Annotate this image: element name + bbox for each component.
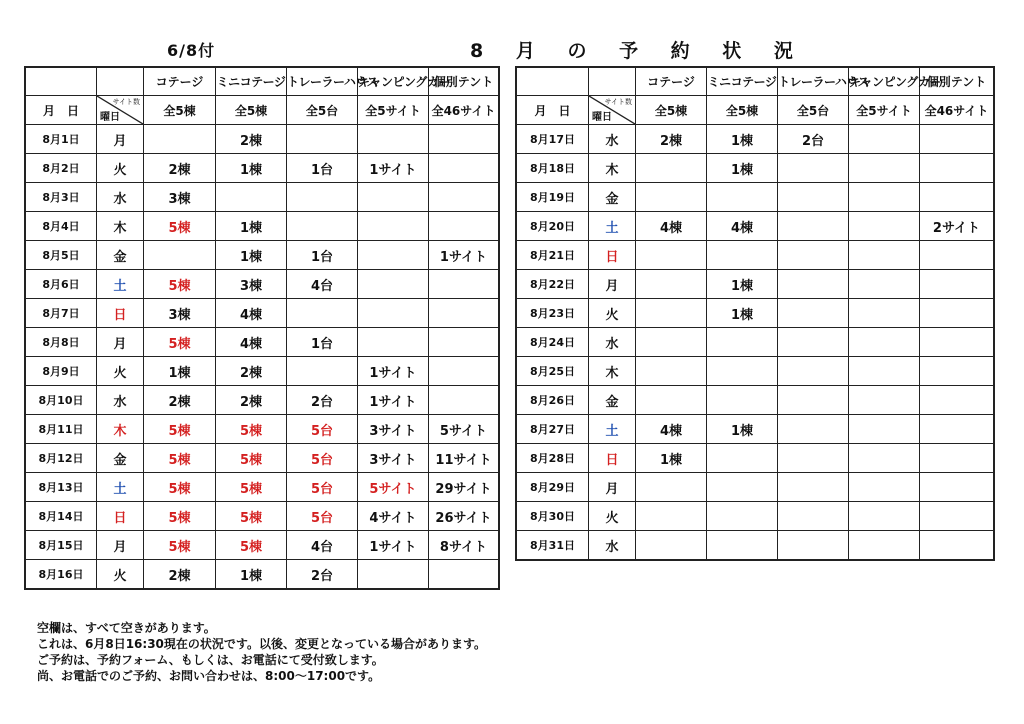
reservation-cell	[707, 241, 778, 270]
reservation-cell: 1棟	[216, 154, 287, 183]
date-cell: 8月7日	[26, 299, 97, 328]
reservation-cell	[849, 299, 920, 328]
reservation-cell	[849, 125, 920, 154]
reservation-cell	[920, 125, 994, 154]
reservation-cell	[287, 212, 358, 241]
reservation-cell: 5棟	[144, 415, 216, 444]
reservation-cell	[358, 212, 429, 241]
reservation-cell	[920, 531, 994, 560]
table-row	[517, 183, 994, 212]
column-header-2: ミニコテージ	[707, 68, 778, 96]
reservation-cell: 3サイト	[358, 415, 429, 444]
column-header-3: トレーラーハウス	[287, 68, 358, 96]
table-row	[26, 444, 499, 473]
reservation-cell	[920, 444, 994, 473]
corner-cell	[589, 96, 636, 125]
weekday-cell: 金	[589, 183, 636, 212]
table-row	[517, 357, 994, 386]
reservation-cell	[920, 241, 994, 270]
reservation-cell: 1サイト	[429, 241, 499, 270]
weekday-cell: 水	[589, 531, 636, 560]
date-cell: 8月5日	[26, 241, 97, 270]
reservation-cell	[849, 328, 920, 357]
reservation-cell: 4台	[287, 531, 358, 560]
reservation-cell: 4棟	[216, 299, 287, 328]
weekday-cell: 月	[97, 531, 144, 560]
reservation-cell: 5棟	[144, 212, 216, 241]
reservation-cell: 5棟	[216, 531, 287, 560]
date-cell: 8月15日	[26, 531, 97, 560]
header-totals-row	[517, 96, 994, 125]
reservation-cell: 1台	[287, 154, 358, 183]
reservation-cell	[287, 357, 358, 386]
reservation-cell	[778, 531, 849, 560]
reservation-cell	[429, 270, 499, 299]
table-row	[517, 125, 994, 154]
date-column-header: 月 日	[26, 96, 97, 125]
date-cell: 8月9日	[26, 357, 97, 386]
reservation-cell	[778, 386, 849, 415]
weekday-cell: 火	[97, 154, 144, 183]
table-row	[26, 531, 499, 560]
date-cell: 8月31日	[517, 531, 589, 560]
reservation-cell	[636, 270, 707, 299]
header-blank-cell	[589, 68, 636, 96]
reservation-cell	[849, 502, 920, 531]
note-line: 尚、お電話でのご予約、お問い合わせは、8:00～17:00です。	[37, 669, 381, 683]
reservation-cell	[849, 357, 920, 386]
reservation-cell	[707, 473, 778, 502]
header-blank-cell	[26, 68, 97, 96]
reservation-cell: 5棟	[144, 531, 216, 560]
reservation-cell: 3棟	[144, 299, 216, 328]
corner-top-label: サイト数	[604, 98, 632, 106]
reservation-cell	[429, 154, 499, 183]
reservation-cell	[636, 299, 707, 328]
table-row	[26, 183, 499, 212]
column-total-2: 全5棟	[216, 96, 287, 125]
reservation-cell	[636, 328, 707, 357]
date-cell: 8月17日	[517, 125, 589, 154]
reservation-cell	[778, 299, 849, 328]
weekday-cell: 火	[97, 357, 144, 386]
date-cell: 8月2日	[26, 154, 97, 183]
table-row	[517, 212, 994, 241]
reservation-cell	[920, 154, 994, 183]
date-cell: 8月16日	[26, 560, 97, 589]
date-cell: 8月11日	[26, 415, 97, 444]
reservation-cell	[429, 386, 499, 415]
column-header-3: トレーラーハウス	[778, 68, 849, 96]
weekday-cell: 木	[97, 415, 144, 444]
date-cell: 8月30日	[517, 502, 589, 531]
reservation-cell: 26サイト	[429, 502, 499, 531]
reservation-cell	[707, 357, 778, 386]
reservation-cell: 1サイト	[358, 531, 429, 560]
reservation-cell	[636, 473, 707, 502]
reservation-cell	[358, 560, 429, 589]
reservation-table-right	[516, 67, 994, 560]
table-row	[26, 357, 499, 386]
reservation-cell	[778, 502, 849, 531]
weekday-cell: 火	[589, 502, 636, 531]
table-row	[517, 328, 994, 357]
reservation-cell	[849, 212, 920, 241]
weekday-cell: 日	[97, 502, 144, 531]
reservation-cell: 1棟	[707, 154, 778, 183]
table-row	[517, 386, 994, 415]
note-line: 空欄は、すべて空きがあります。	[37, 621, 216, 635]
reservation-cell	[707, 531, 778, 560]
weekday-cell: 日	[589, 241, 636, 270]
reservation-cell: 1台	[287, 328, 358, 357]
weekday-cell: 火	[97, 560, 144, 589]
reservation-cell: 1サイト	[358, 154, 429, 183]
reservation-cell	[636, 357, 707, 386]
reservation-cell: 2棟	[216, 386, 287, 415]
date-cell: 8月12日	[26, 444, 97, 473]
reservation-cell: 4棟	[636, 415, 707, 444]
date-cell: 8月18日	[517, 154, 589, 183]
column-total-3: 全5台	[778, 96, 849, 125]
reservation-cell: 3棟	[144, 183, 216, 212]
date-cell: 8月13日	[26, 473, 97, 502]
reservation-cell: 2台	[778, 125, 849, 154]
reservation-cell: 5棟	[144, 270, 216, 299]
reservation-cell: 2台	[287, 386, 358, 415]
date-cell: 8月20日	[517, 212, 589, 241]
reservation-cell	[778, 212, 849, 241]
weekday-cell: 月	[97, 125, 144, 154]
reservation-cell	[707, 444, 778, 473]
reservation-cell: 11サイト	[429, 444, 499, 473]
reservation-cell	[216, 183, 287, 212]
reservation-cell	[358, 125, 429, 154]
reservation-cell	[920, 183, 994, 212]
column-total-1: 全5棟	[636, 96, 707, 125]
reservation-cell: 1棟	[707, 125, 778, 154]
reservation-cell	[849, 531, 920, 560]
reservation-cell	[707, 183, 778, 212]
table-row	[517, 299, 994, 328]
reservation-cell	[358, 299, 429, 328]
corner-cell	[97, 96, 144, 125]
reservation-cell	[920, 299, 994, 328]
column-total-4: 全5サイト	[849, 96, 920, 125]
reservation-cell	[778, 444, 849, 473]
reservation-cell	[144, 125, 216, 154]
reservation-cell: 5台	[287, 502, 358, 531]
weekday-cell: 水	[589, 125, 636, 154]
reservation-cell: 4棟	[216, 328, 287, 357]
reservation-cell	[849, 241, 920, 270]
reservation-cell: 5棟	[216, 444, 287, 473]
date-cell: 8月8日	[26, 328, 97, 357]
corner-bottom-label: 曜日	[100, 112, 120, 123]
reservation-cell: 5棟	[144, 328, 216, 357]
table-row	[517, 241, 994, 270]
weekday-cell: 金	[97, 241, 144, 270]
date-cell: 8月21日	[517, 241, 589, 270]
table-row	[26, 473, 499, 502]
reservation-cell	[429, 125, 499, 154]
reservation-cell: 29サイト	[429, 473, 499, 502]
weekday-cell: 水	[589, 328, 636, 357]
reservation-cell	[636, 241, 707, 270]
reservation-cell: 5棟	[216, 415, 287, 444]
column-header-4: キャンピングカー	[358, 68, 429, 96]
reservation-cell: 5棟	[144, 444, 216, 473]
reservation-cell: 5サイト	[358, 473, 429, 502]
table-row	[517, 531, 994, 560]
reservation-cell	[849, 183, 920, 212]
header-row	[26, 68, 499, 96]
date-cell: 8月25日	[517, 357, 589, 386]
table-row	[26, 270, 499, 299]
date-cell: 8月23日	[517, 299, 589, 328]
notes	[37, 620, 486, 684]
reservation-cell	[778, 183, 849, 212]
reservation-cell	[358, 270, 429, 299]
reservation-cell	[849, 386, 920, 415]
column-total-3: 全5台	[287, 96, 358, 125]
reservation-cell: 5棟	[144, 502, 216, 531]
reservation-cell: 1棟	[144, 357, 216, 386]
reservation-cell	[707, 386, 778, 415]
table-row	[517, 415, 994, 444]
reservation-cell: 1棟	[707, 299, 778, 328]
reservation-cell	[287, 299, 358, 328]
date-cell: 8月4日	[26, 212, 97, 241]
reservation-cell	[920, 473, 994, 502]
reservation-cell	[707, 328, 778, 357]
page-title: 8 月 の 予 約 状 況	[470, 40, 806, 62]
weekday-cell: 木	[589, 357, 636, 386]
reservation-cell	[358, 328, 429, 357]
reservation-cell: 1棟	[707, 415, 778, 444]
table-row	[26, 328, 499, 357]
reservation-cell: 5台	[287, 444, 358, 473]
weekday-cell: 金	[97, 444, 144, 473]
reservation-cell: 4棟	[636, 212, 707, 241]
reservation-cell: 2台	[287, 560, 358, 589]
weekday-cell: 火	[589, 299, 636, 328]
weekday-cell: 日	[97, 299, 144, 328]
reservation-cell: 1棟	[636, 444, 707, 473]
column-header-4: キャンピングカー	[849, 68, 920, 96]
weekday-cell: 土	[589, 415, 636, 444]
table-row	[517, 444, 994, 473]
reservation-cell: 2棟	[144, 154, 216, 183]
column-header-5: 個別テント	[920, 68, 994, 96]
reservation-cell	[849, 444, 920, 473]
as-of-date: 6/8付	[167, 41, 216, 60]
reservation-cell	[287, 125, 358, 154]
reservation-cell: 1サイト	[358, 357, 429, 386]
corner-bottom-label: 曜日	[592, 112, 612, 123]
reservation-cell: 2棟	[636, 125, 707, 154]
reservation-cell	[778, 415, 849, 444]
note-line: ご予約は、予約フォーム、もしくは、お電話にて受付致します。	[37, 653, 384, 667]
column-total-1: 全5棟	[144, 96, 216, 125]
reservation-cell	[920, 415, 994, 444]
corner-top-label: サイト数	[112, 98, 140, 106]
reservation-cell: 3棟	[216, 270, 287, 299]
reservation-cell	[849, 270, 920, 299]
table-row	[517, 473, 994, 502]
weekday-cell: 月	[97, 328, 144, 357]
note-line: これは、6月8日16:30現在の状況です。以後、変更となっている場合があります。	[37, 637, 486, 651]
table-row	[26, 212, 499, 241]
column-total-4: 全5サイト	[358, 96, 429, 125]
reservation-cell: 5棟	[144, 473, 216, 502]
table-row	[517, 154, 994, 183]
reservation-cell: 2サイト	[920, 212, 994, 241]
table-row	[26, 125, 499, 154]
reservation-cell	[287, 183, 358, 212]
weekday-cell: 木	[97, 212, 144, 241]
weekday-cell: 水	[97, 386, 144, 415]
reservation-cell	[358, 183, 429, 212]
reservation-cell	[920, 502, 994, 531]
table-row	[26, 502, 499, 531]
table-row	[517, 502, 994, 531]
reservation-cell	[636, 183, 707, 212]
date-cell: 8月10日	[26, 386, 97, 415]
reservation-table-left	[25, 67, 499, 589]
weekday-cell: 土	[97, 270, 144, 299]
header-blank-cell	[97, 68, 144, 96]
column-header-1: コテージ	[636, 68, 707, 96]
date-cell: 8月26日	[517, 386, 589, 415]
weekday-cell: 土	[589, 212, 636, 241]
reservation-cell	[778, 473, 849, 502]
date-cell: 8月6日	[26, 270, 97, 299]
reservation-cell: 1棟	[216, 212, 287, 241]
column-total-5: 全46サイト	[429, 96, 499, 125]
reservation-cell: 4台	[287, 270, 358, 299]
reservation-cell: 5台	[287, 415, 358, 444]
table-row	[26, 241, 499, 270]
weekday-cell: 金	[589, 386, 636, 415]
reservation-cell	[429, 299, 499, 328]
table-row	[26, 299, 499, 328]
reservation-cell	[778, 328, 849, 357]
reservation-cell: 4棟	[707, 212, 778, 241]
header-blank-cell	[517, 68, 589, 96]
weekday-cell: 土	[97, 473, 144, 502]
reservation-cell	[429, 183, 499, 212]
reservation-cell: 5サイト	[429, 415, 499, 444]
reservation-cell: 2棟	[216, 357, 287, 386]
weekday-cell: 日	[589, 444, 636, 473]
reservation-cell	[429, 212, 499, 241]
reservation-cell: 1棟	[216, 241, 287, 270]
reservation-cell: 2棟	[144, 560, 216, 589]
reservation-cell	[920, 270, 994, 299]
reservation-cell	[778, 241, 849, 270]
column-header-2: ミニコテージ	[216, 68, 287, 96]
reservation-cell	[144, 241, 216, 270]
reservation-cell: 1台	[287, 241, 358, 270]
reservation-cell	[920, 386, 994, 415]
date-cell: 8月14日	[26, 502, 97, 531]
reservation-cell	[849, 415, 920, 444]
reservation-cell: 2棟	[144, 386, 216, 415]
reservation-cell	[778, 270, 849, 299]
table-row	[26, 386, 499, 415]
column-header-1: コテージ	[144, 68, 216, 96]
reservation-cell	[636, 502, 707, 531]
reservation-cell: 8サイト	[429, 531, 499, 560]
header-row	[517, 68, 994, 96]
reservation-cell	[636, 154, 707, 183]
reservation-cell: 1サイト	[358, 386, 429, 415]
date-cell: 8月3日	[26, 183, 97, 212]
reservation-cell: 5棟	[216, 473, 287, 502]
date-cell: 8月19日	[517, 183, 589, 212]
table-row	[517, 270, 994, 299]
date-column-header: 月 日	[517, 96, 589, 125]
date-cell: 8月1日	[26, 125, 97, 154]
reservation-cell	[429, 328, 499, 357]
reservation-cell: 3サイト	[358, 444, 429, 473]
reservation-cell: 4サイト	[358, 502, 429, 531]
header-totals-row	[26, 96, 499, 125]
reservation-cell	[636, 531, 707, 560]
date-cell: 8月24日	[517, 328, 589, 357]
reservation-cell	[778, 357, 849, 386]
table-row	[26, 154, 499, 183]
column-total-2: 全5棟	[707, 96, 778, 125]
weekday-cell: 木	[589, 154, 636, 183]
reservation-cell	[778, 154, 849, 183]
reservation-cell	[636, 386, 707, 415]
reservation-cell	[429, 357, 499, 386]
reservation-cell: 5台	[287, 473, 358, 502]
reservation-cell	[429, 560, 499, 589]
date-cell: 8月22日	[517, 270, 589, 299]
reservation-cell	[707, 502, 778, 531]
weekday-cell: 水	[97, 183, 144, 212]
table-row	[26, 415, 499, 444]
reservation-cell: 5棟	[216, 502, 287, 531]
reservation-cell	[849, 473, 920, 502]
column-total-5: 全46サイト	[920, 96, 994, 125]
reservation-cell	[849, 154, 920, 183]
reservation-cell: 1棟	[707, 270, 778, 299]
weekday-cell: 月	[589, 473, 636, 502]
date-cell: 8月27日	[517, 415, 589, 444]
reservation-cell	[358, 241, 429, 270]
date-cell: 8月29日	[517, 473, 589, 502]
reservation-cell: 1棟	[216, 560, 287, 589]
reservation-cell	[920, 328, 994, 357]
table-row	[26, 560, 499, 589]
date-cell: 8月28日	[517, 444, 589, 473]
weekday-cell: 月	[589, 270, 636, 299]
reservation-cell: 2棟	[216, 125, 287, 154]
reservation-cell	[920, 357, 994, 386]
column-header-5: 個別テント	[429, 68, 499, 96]
